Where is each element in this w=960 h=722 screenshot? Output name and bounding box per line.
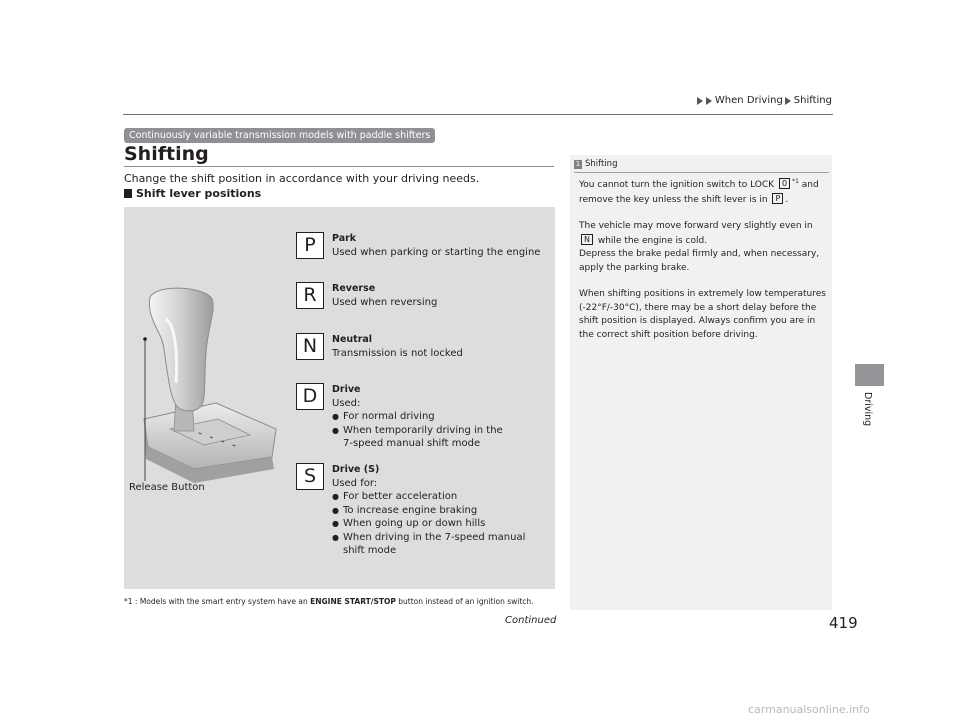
release-button-callout: Release Button (129, 482, 205, 493)
shift-position-d (296, 383, 503, 451)
shift-bullet: ● For normal driving (332, 410, 503, 424)
note-text: Depress the brake pedal firmly and, when necessary, apply the parking brake. (579, 249, 820, 273)
footnote-text-end: button instead of an ignition switch. (398, 597, 534, 606)
side-note-panel (570, 155, 832, 610)
subsection-title: Shift lever positions (136, 187, 262, 200)
footnote-text: Models with the smart entry system have an (139, 597, 308, 606)
shift-name: Reverse (332, 283, 376, 294)
note-heading (574, 159, 617, 169)
shift-letter-box: R (296, 282, 324, 309)
shift-letter-box: S (296, 463, 324, 490)
shift-name: Park (332, 233, 357, 244)
shift-bullet: 7-speed manual shift mode (343, 438, 481, 449)
shift-line: Used: (332, 397, 361, 409)
shift-bullet: ● To increase engine braking (332, 504, 525, 518)
note-text: while the engine is cold. (597, 235, 708, 246)
note-divider (574, 172, 829, 173)
arrow-icon (785, 97, 791, 105)
key-neutral-icon: N (581, 234, 593, 245)
intro-text: Change the shift position in accordance with your driving needs. (124, 172, 480, 185)
note-body (579, 175, 829, 355)
shift-bullet: ● When driving in the 7-speed manual (332, 531, 525, 545)
shift-name: Drive (332, 384, 361, 395)
shift-name: Drive (S) (332, 464, 380, 475)
shift-description (332, 282, 437, 309)
shift-line: Used for: (332, 477, 378, 489)
key-lock-icon: 0 (779, 178, 790, 189)
breadcrumb (697, 95, 832, 106)
title-divider (124, 166, 554, 167)
note-paragraph: When shifting positions in extremely low temperatures (-22°F/-30°C), there may be a short delay before the shift position is displayed. Always confirm you are in the correct shift position before driving. (579, 289, 826, 340)
chapter-tab[interactable] (855, 364, 884, 386)
note-text: and remove the key unless the shift lever is in (579, 180, 819, 205)
shift-letter-box: N (296, 333, 324, 360)
footnote-bold: ENGINE START/STOP (310, 597, 396, 606)
note-text: You cannot turn the ignition switch to LOCK (579, 180, 775, 190)
note-number-badge: 1 (575, 159, 581, 168)
note-paragraph (579, 220, 829, 275)
square-bullet-icon (124, 189, 132, 198)
subsection-heading (124, 187, 261, 200)
model-badge: Continuously variable transmission models with paddle shifters (124, 128, 435, 143)
shift-bullet: ● When going up or down hills (332, 517, 525, 531)
shift-description (332, 463, 525, 558)
page-number: 419 (829, 614, 858, 632)
shift-line: Transmission is not locked (332, 347, 463, 359)
chapter-label: Driving (862, 392, 873, 427)
note-paragraph (579, 175, 829, 207)
shift-description (332, 232, 540, 259)
key-park-icon: P (772, 193, 783, 204)
shift-bullet: ● For better acceleration (332, 490, 525, 504)
shift-description (332, 383, 503, 451)
shift-letter-box: D (296, 383, 324, 410)
arrow-icon (697, 97, 703, 105)
breadcrumb-item[interactable]: Shifting (793, 95, 832, 106)
footnote-marker: *1 : (124, 597, 138, 606)
note-text: . (785, 194, 789, 205)
shift-line: Used when parking or starting the engine (332, 246, 541, 258)
footnote-ref: *1 (792, 178, 799, 185)
note-text: The vehicle may move forward very slightly even in (579, 221, 813, 231)
shift-position-n (296, 333, 463, 360)
continued-label: Continued (505, 615, 557, 626)
shift-bullet: ● When temporarily driving in the (332, 424, 503, 438)
shift-name: Neutral (332, 334, 373, 345)
header-divider (123, 114, 833, 115)
shift-letter-box: P (296, 232, 324, 259)
shift-line: Used when reversing (332, 296, 438, 308)
shift-description (332, 333, 463, 360)
shift-position-r (296, 282, 437, 309)
shift-position-p (296, 232, 540, 259)
footnote (124, 597, 534, 606)
breadcrumb-item[interactable]: When Driving (714, 95, 783, 106)
shift-bullet: shift mode (343, 545, 397, 556)
watermark[interactable]: carmanualsonline.info (748, 703, 870, 716)
arrow-icon (706, 97, 712, 105)
page-title: Shifting (124, 143, 209, 165)
note-title: Shifting (585, 159, 618, 169)
shift-position-s (296, 463, 525, 558)
